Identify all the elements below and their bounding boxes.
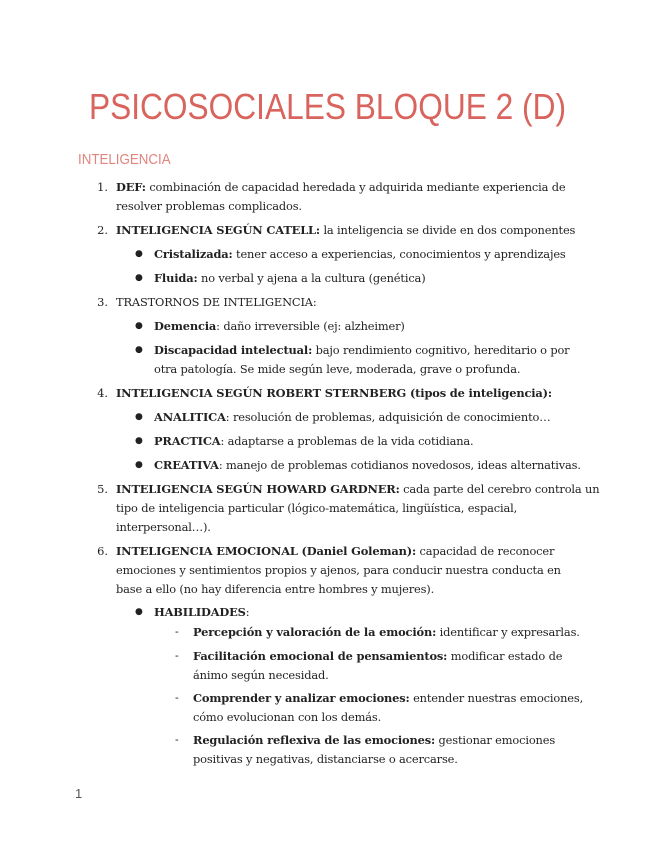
item-bold-label: Demencia (154, 319, 217, 333)
list-number: 4. (97, 386, 108, 400)
list-item (116, 221, 575, 239)
item-text: cada parte del cerebro controla un (399, 482, 600, 496)
item-bold-label: HABILIDADES (154, 605, 246, 619)
bullet-icon: ● (135, 436, 143, 446)
sub-list-item (154, 456, 581, 474)
dash-list-item (193, 623, 580, 641)
list-item (116, 384, 552, 402)
list-item (116, 480, 599, 498)
list-item-continuation: base a ello (no hay diferencia entre hombres y mujeres). (116, 582, 435, 596)
list-item-continuation: resolver problemas complicados. (116, 199, 302, 213)
item-bold-label: PRACTICA (154, 434, 221, 448)
bullet-icon: ● (135, 412, 143, 422)
dash-bullet: - (175, 691, 179, 704)
list-number: 6. (97, 544, 108, 558)
item-bold-label: DEF: (116, 180, 146, 194)
sub-list-item-continuation: otra patología. Se mide según leve, moderada, grave o profunda. (154, 362, 521, 376)
item-bold-label: INTELIGENCIA EMOCIONAL (Daniel Goleman): (116, 544, 417, 558)
page-title: PSICOSOCIALES BLOQUE 2 (D) (88, 86, 567, 127)
item-text: : daño irreversible (ej: alzheimer) (216, 319, 405, 333)
item-bold-label: CREATIVA (154, 458, 219, 472)
list-item-continuation: emociones y sentimientos propios y ajenos, para conducir nuestra conducta en (116, 563, 561, 577)
item-text: modificar estado de (447, 649, 563, 663)
list-item (116, 178, 565, 196)
item-text: capacidad de reconocer (416, 544, 555, 558)
item-bold-label: Percepción y valoración de la emoción: (193, 625, 437, 639)
dash-bullet: - (175, 649, 179, 662)
list-number: 3. (97, 295, 108, 309)
item-text: tener acceso a experiencias, conocimientos y aprendizajes (232, 247, 566, 261)
dash-list-item (193, 647, 562, 665)
item-bold-label: Fluida: (154, 271, 198, 285)
dash-list-item (193, 689, 583, 707)
item-bold-label: INTELIGENCIA SEGÚN CATELL: (116, 223, 320, 237)
sub-list-item (154, 341, 569, 359)
dash-bullet: - (175, 733, 179, 746)
item-bold-label: Cristalizada: (154, 247, 233, 261)
sub-list-item (154, 432, 474, 450)
list-number: 5. (97, 482, 108, 496)
sub-list-item (154, 603, 249, 621)
item-text: : adaptarse a problemas de la vida cotidiana. (220, 434, 474, 448)
page-number: 1 (75, 786, 83, 801)
item-text: combinación de capacidad heredada y adquirida mediante experiencia de (145, 180, 566, 194)
item-bold-label: INTELIGENCIA SEGÚN ROBERT STERNBERG (tipos de inteligencia): (116, 386, 552, 400)
sub-list-item (154, 408, 550, 426)
item-text: gestionar emociones (435, 733, 556, 747)
dash-list-item (193, 731, 555, 749)
list-item-continuation: interpersonal…). (116, 520, 211, 534)
sub-list-item (154, 245, 566, 263)
dash-list-item-continuation: cómo evolucionan con los demás. (193, 710, 382, 724)
item-bold-label: Facilitación emocional de pensamientos: (193, 649, 448, 663)
item-bold-label: INTELIGENCIA SEGÚN HOWARD GARDNER: (116, 482, 400, 496)
dash-bullet: - (175, 625, 179, 638)
item-text: : (245, 605, 250, 619)
list-number: 2. (97, 223, 108, 237)
item-bold-label: ANALITICA (154, 410, 226, 424)
list-item (116, 293, 317, 311)
dash-list-item-continuation: positivas y negativas, distanciarse o acercarse. (193, 752, 458, 766)
dash-list-item-continuation: ánimo según necesidad. (193, 668, 329, 682)
item-text: TRASTORNOS DE INTELIGENCIA: (116, 295, 317, 309)
bullet-icon: ● (135, 607, 143, 617)
item-text: no verbal y ajena a la cultura (genética) (197, 271, 426, 285)
list-number: 1. (97, 180, 108, 194)
item-bold-label: Regulación reflexiva de las emociones: (193, 733, 436, 747)
list-item-continuation: tipo de inteligencia particular (lógico-matemática, lingüística, espacial, (116, 501, 518, 515)
list-item (116, 542, 554, 560)
item-text: : manejo de problemas cotidianos novedosos, ideas alternativas. (218, 458, 581, 472)
bullet-icon: ● (135, 460, 143, 470)
sub-list-item (154, 269, 426, 287)
item-text: entender nuestras emociones, (409, 691, 584, 705)
bullet-icon: ● (135, 273, 143, 283)
bullet-icon: ● (135, 345, 143, 355)
sub-list-item (154, 317, 405, 335)
item-text: identificar y expresarlas. (436, 625, 580, 639)
item-text: la inteligencia se divide en dos componentes (319, 223, 576, 237)
item-text: bajo rendimiento cognitivo, hereditario o por (312, 343, 570, 357)
section-heading: INTELIGENCIA (78, 152, 171, 168)
bullet-icon: ● (135, 249, 143, 259)
item-bold-label: Discapacidad intelectual: (154, 343, 313, 357)
item-bold-label: Comprender y analizar emociones: (193, 691, 410, 705)
item-text: : resolución de problemas, adquisición de conocimiento… (225, 410, 551, 424)
bullet-icon: ● (135, 321, 143, 331)
